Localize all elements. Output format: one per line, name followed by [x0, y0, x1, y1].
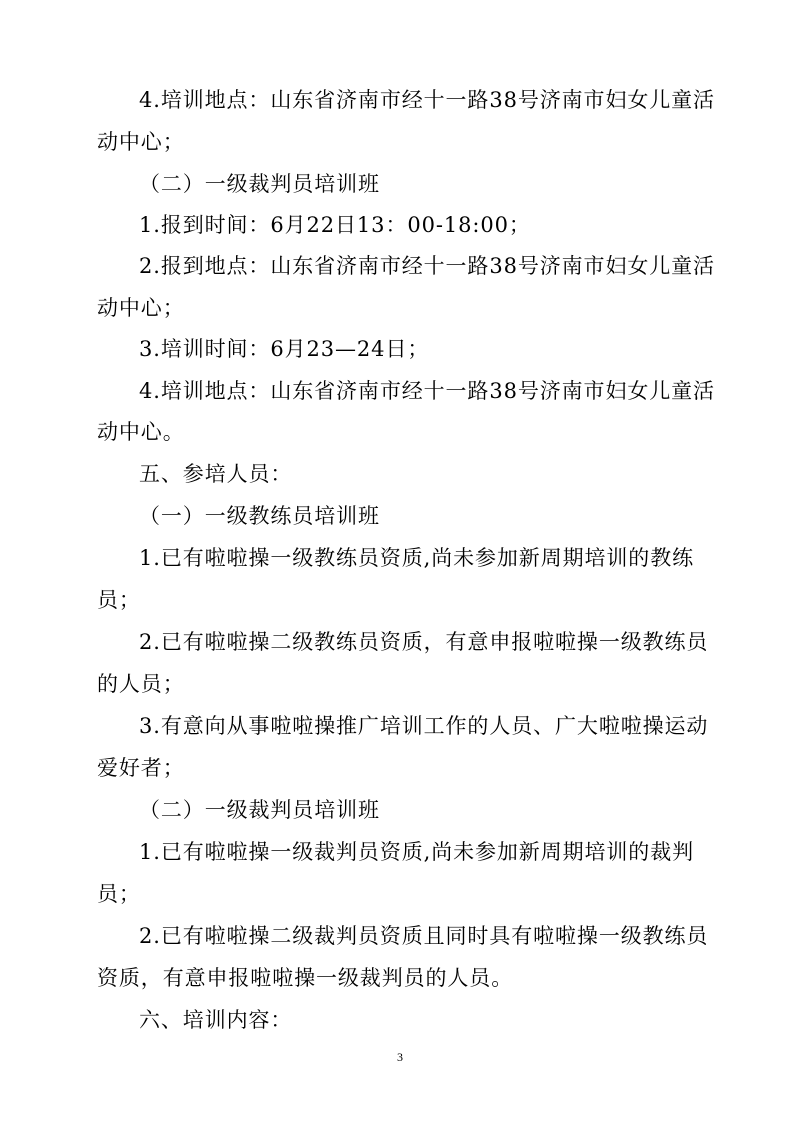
text-line: 3.有意向从事啦啦操推广培训工作的人员、广大啦啦操运动 — [139, 714, 709, 738]
text-line: 爱好者； — [97, 756, 185, 780]
section-heading: 五、参培人员： — [139, 462, 293, 486]
text-line: 动中心； — [97, 130, 185, 154]
text-line: 员； — [97, 588, 141, 612]
page-number: 3 — [397, 1050, 403, 1064]
text-line: 1.已有啦啦操一级教练员资质,尚未参加新周期培训的教练 — [139, 546, 695, 570]
text-line: 动中心。 — [97, 420, 185, 444]
text-line: 的人员； — [97, 672, 185, 696]
text-line: 动中心； — [97, 296, 185, 320]
text-line: 2.报到地点：山东省济南市经十一路38号济南市妇女儿童活 — [139, 254, 715, 278]
text-line: 2.已有啦啦操二级教练员资质，有意申报啦啦操一级教练员 — [139, 630, 709, 654]
section-heading: （二）一级裁判员培训班 — [139, 798, 380, 822]
text-line: 1.已有啦啦操一级裁判员资质,尚未参加新周期培训的裁判 — [139, 840, 695, 864]
text-line: 1.报到时间：6月22日13：00-18:00； — [139, 213, 531, 237]
text-line: 4.培训地点：山东省济南市经十一路38号济南市妇女儿童活 — [139, 88, 715, 112]
text-line: 4.培训地点：山东省济南市经十一路38号济南市妇女儿童活 — [139, 379, 715, 403]
section-heading: （一）一级教练员培训班 — [139, 504, 380, 528]
text-line: 资质，有意申报啦啦操一级裁判员的人员。 — [97, 966, 514, 990]
text-line: 3.培训时间：6月23—24日； — [139, 337, 430, 361]
text-line: 员； — [97, 882, 141, 906]
text-line: 2.已有啦啦操二级裁判员资质且同时具有啦啦操一级教练员 — [139, 924, 709, 948]
section-heading: 六、培训内容： — [139, 1008, 293, 1032]
section-heading: （二）一级裁判员培训班 — [139, 172, 380, 196]
